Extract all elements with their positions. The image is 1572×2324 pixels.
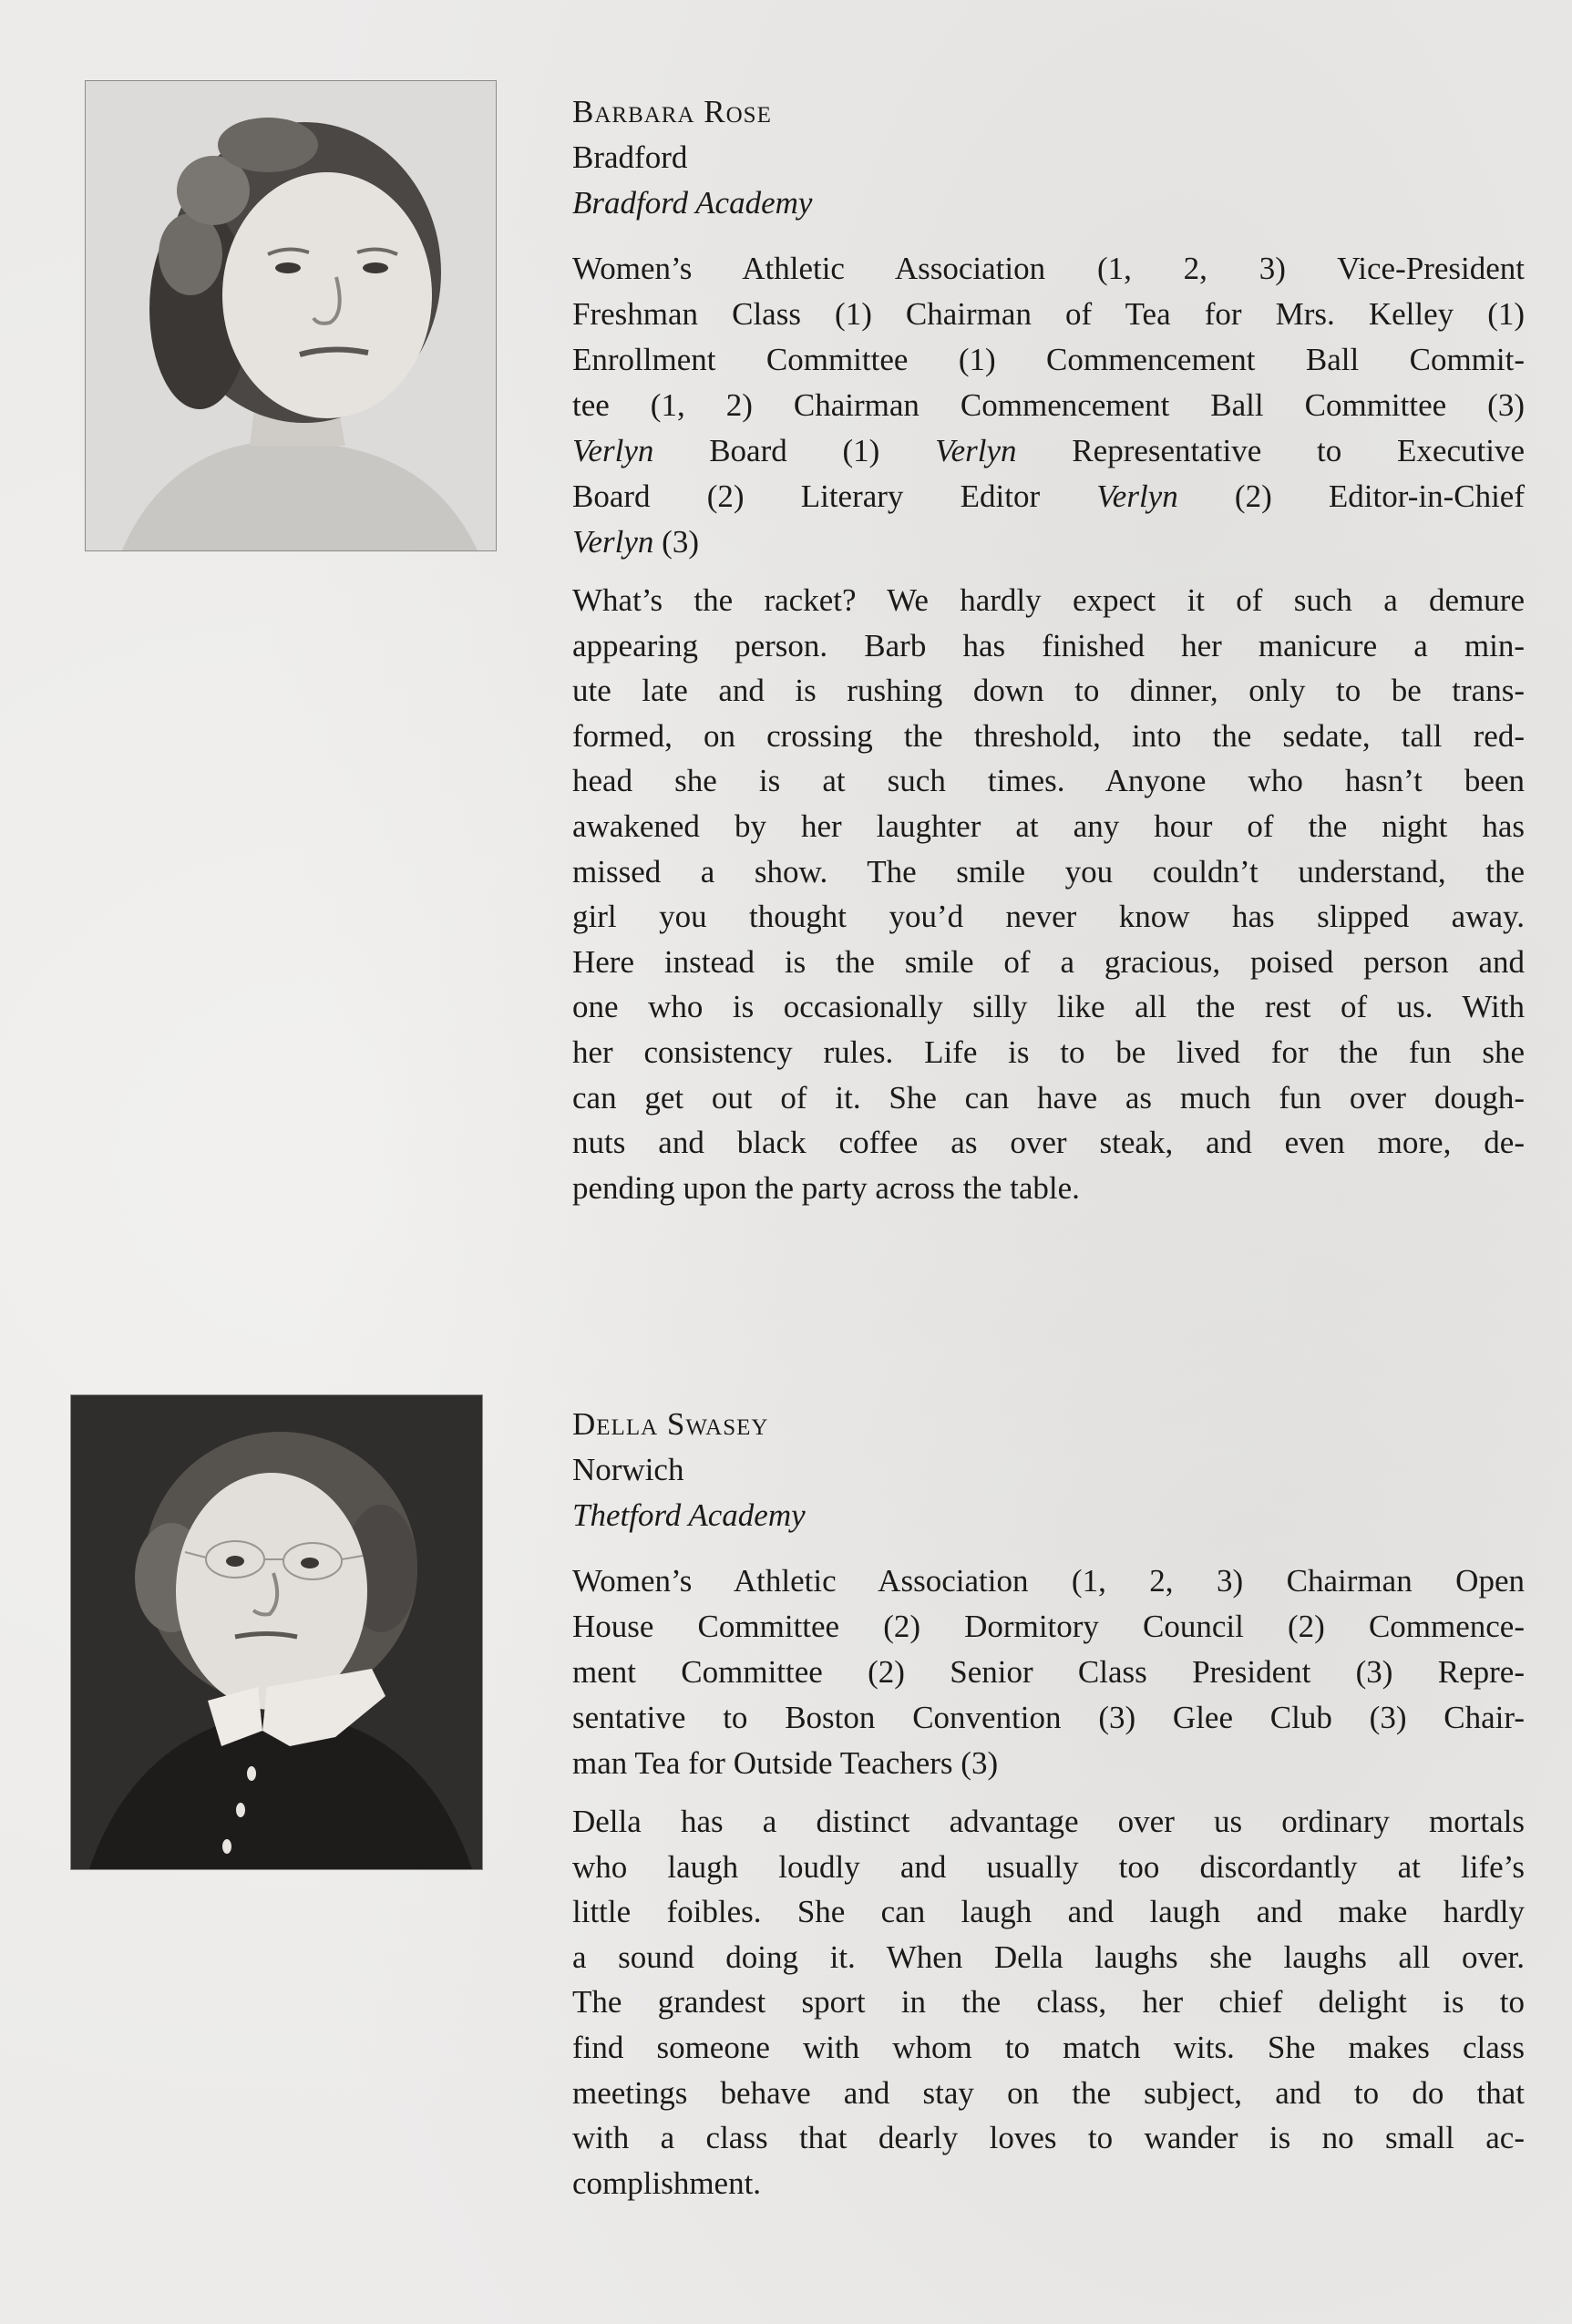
bio-line: missed a show. The smile you couldn’t understand, the [572,853,1525,889]
bio-line: nuts and black coffee as over steak, and even more, de- [572,1125,1525,1161]
bio-line: formed, on crossing the threshold, into the sedate, tall red- [572,717,1525,754]
bio-line: little foibles. She can laugh and laugh and make hardly [572,1894,1525,1930]
publication-name-verlyn: Verlyn [1096,478,1178,514]
bio-line: ute late and is rushing down to dinner, only to be trans- [572,673,1525,709]
activities-line: Verlyn Board (1) Verlyn Representative to Executive [572,433,1525,468]
bio-line: one who is occasionally silly like all the rest of us. With [572,989,1525,1025]
activities-list [572,1558,1525,1786]
activities-line: House Committee (2) Dormitory Council (2) Commence- [572,1609,1525,1644]
student-name: Barbara Rose [572,94,772,129]
bio-line: girl you thought you’d never know has slipped away. [572,899,1525,935]
bio-line: meetings behave and stay on the subject, and to do that [572,2074,1525,2111]
activities-line: Women’s Athletic Association (1, 2, 3) Vice-President [572,251,1525,286]
activities-line: sentative to Boston Convention (3) Glee Club (3) Chair- [572,1700,1525,1735]
text-column-barbara-rose [572,89,1525,1210]
bio-line: appearing person. Barb has finished her manicure a min- [572,627,1525,663]
bio-paragraph [572,1799,1525,2206]
bio-line: pending upon the party across the table. [572,1169,1080,1206]
bio-line: awakened by her laughter at any hour of the night has [572,807,1525,844]
bio-line: find someone with whom to match wits. She makes class [572,2029,1525,2065]
bio-line: with a class that dearly loves to wander is no small ac- [572,2120,1525,2156]
activities-line: Board (2) Literary Editor Verlyn (2) Editor-in-Chief [572,478,1525,514]
publication-name-verlyn: Verlyn [935,433,1017,468]
activities-line: Verlyn (3) [572,524,699,560]
bio-line: a sound doing it. When Della laughs she laughs all over. [572,1938,1525,1975]
bio-paragraph [572,578,1525,1210]
bio-line: What’s the racket? We hardly expect it of such a demure [572,582,1525,618]
bio-line: Here instead is the smile of a gracious, poised person and [572,943,1525,980]
portrait-image [86,81,496,550]
school-name: Thetford Academy [572,1497,806,1533]
bio-line: who laugh loudly and usually too discordantly at life’s [572,1848,1525,1885]
portrait-image [71,1395,482,1869]
portrait-photo-della-swasey [70,1394,483,1870]
bio-line: The grandest sport in the class, her chief delight is to [572,1984,1525,2021]
hometown: Norwich [572,1452,684,1487]
bio-line: can get out of it. She can have as much fun over dough- [572,1079,1525,1116]
portrait-photo-barbara-rose [85,80,497,551]
text-column-della-swasey [572,1402,1525,2206]
publication-name-verlyn: Verlyn [572,433,654,468]
activities-line: Women’s Athletic Association (1, 2, 3) Chairman Open [572,1563,1525,1599]
publication-name-verlyn: Verlyn [572,524,654,560]
activities-line: man Tea for Outside Teachers (3) [572,1745,999,1781]
activities-line: Freshman Class (1) Chairman of Tea for Mrs. Kelley (1) [572,296,1525,332]
activities-list [572,246,1525,565]
activities-line: tee (1, 2) Chairman Commencement Ball Committee (3) [572,387,1525,423]
activities-line: ment Committee (2) Senior Class President (3) Repre- [572,1654,1525,1690]
bio-line: complishment. [572,2165,762,2201]
activities-line: Enrollment Committee (1) Commencement Ball Commit- [572,342,1525,377]
school-name: Bradford Academy [572,185,813,221]
bio-line: her consistency rules. Life is to be lived for the fun she [572,1033,1525,1070]
bio-line: Della has a distinct advantage over us ordinary mortals [572,1804,1525,1839]
hometown: Bradford [572,139,688,175]
bio-line: head she is at such times. Anyone who hasn’t been [572,763,1525,799]
student-name: Della Swasey [572,1406,769,1442]
